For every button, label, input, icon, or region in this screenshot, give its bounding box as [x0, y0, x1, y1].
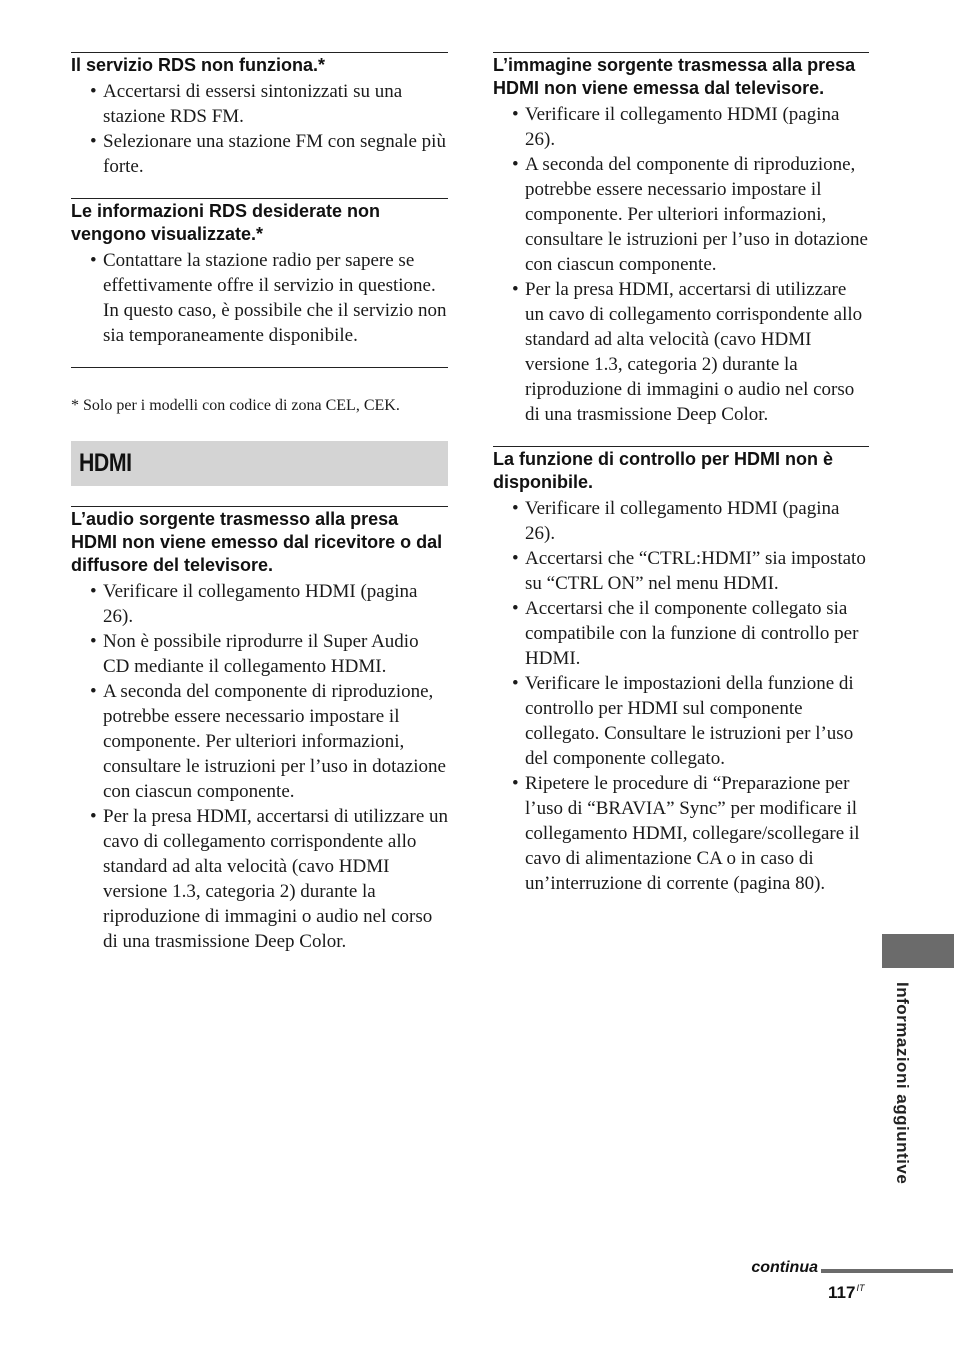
left-column: [71, 52, 448, 973]
page-number: [828, 1283, 864, 1303]
bullet-item: • Ripetere le procedure di “Preparazione per l’uso di “BRAVIA” Sync” per modificare il collegamento HDMI, collegare/scollegare il cavo di alimentazione CA o in caso di un’interruzione di corrente (pagina 80).: [493, 771, 869, 896]
section-rds-not-working: [71, 52, 448, 179]
bullet-item: • Contattare la stazione radio per sapere se effettivamente offre il servizio in questione. In questo caso, è possibile che il servizio non sia temporaneamente disponibile.: [71, 248, 448, 348]
section-hdmi-control: [493, 446, 869, 896]
bullet-list: [71, 579, 448, 954]
section-heading: L’audio sorgente trasmesso alla presa HDMI non viene emesso dal ricevitore o dal diffusore del televisore.: [71, 509, 443, 575]
page-language-suffix: IT: [856, 1283, 865, 1294]
section-heading: L’immagine sorgente trasmessa alla presa HDMI non viene emessa dal televisore.: [493, 55, 856, 98]
bullet-item: • Verificare il collegamento HDMI (pagina 26).: [493, 102, 869, 152]
bullet-item: • Verificare il collegamento HDMI (pagina 26).: [71, 579, 448, 629]
bullet-item: • Verificare le impostazioni della funzione di controllo per HDMI sul componente collegato. Consultare le istruzioni per l’uso del componente collegato.: [493, 671, 869, 771]
bullet-item: • Non è possibile riprodurre il Super Audio CD mediante il collegamento HDMI.: [71, 629, 448, 679]
section-heading: Le informazioni RDS desiderate non vengono visualizzate.*: [71, 201, 381, 244]
right-column: [493, 52, 869, 915]
bullet-list: [71, 248, 448, 348]
continued-label: continua: [751, 1259, 818, 1276]
bullet-item: • Accertarsi che il componente collegato sia compatibile con la funzione di controllo per HDMI.: [493, 596, 869, 671]
bullet-item: • Selezionare una stazione FM con segnale più forte.: [71, 129, 448, 179]
hdmi-section-title: HDMI: [79, 449, 132, 477]
footnote: * Solo per i modelli con codice di zona CEL, CEK.: [71, 397, 400, 414]
chapter-tab-marker: [882, 934, 954, 968]
bullet-item: • Accertarsi che “CTRL:HDMI” sia impostato su “CTRL ON” nel menu HDMI.: [493, 546, 869, 596]
bullet-item: • A seconda del componente di riproduzione, potrebbe essere necessario impostare il componente. Per ulteriori informazioni, consultare le istruzioni per l’uso in dotazione con ciascun componente.: [493, 152, 869, 277]
bullet-list: [493, 496, 869, 896]
section-hdmi-audio: [71, 506, 448, 954]
bullet-item: • Verificare il collegamento HDMI (pagina 26).: [493, 496, 869, 546]
section-hdmi-image: [493, 52, 869, 427]
bullet-item: • A seconda del componente di riproduzione, potrebbe essere necessario impostare il componente. Per ulteriori informazioni, consultare le istruzioni per l’uso in dotazione con ciascun componente.: [71, 679, 448, 804]
chapter-tab-label: Informazioni aggiuntive: [893, 982, 912, 1185]
divider: [71, 367, 448, 368]
continued-line: [821, 1269, 953, 1273]
bullet-item: • Accertarsi di essersi sintonizzati su una stazione RDS FM.: [71, 79, 448, 129]
section-heading: La funzione di controllo per HDMI non è disponibile.: [493, 449, 833, 492]
bullet-item: • Per la presa HDMI, accertarsi di utilizzare un cavo di collegamento corrispondente allo standard ad alta velocità (cavo HDMI versione 1.3, categoria 2) durante la riproduzione di immagini o audio nel corso di una trasmissione Deep Color.: [493, 277, 869, 427]
hdmi-section-banner: [71, 441, 448, 486]
section-rds-info-not-shown: [71, 198, 448, 348]
bullet-list: [71, 79, 448, 179]
section-heading: Il servizio RDS non funziona.*: [71, 55, 326, 75]
page-number-value: 117: [828, 1283, 856, 1302]
bullet-item: • Per la presa HDMI, accertarsi di utilizzare un cavo di collegamento corrispondente allo standard ad alta velocità (cavo HDMI versione 1.3, categoria 2) durante la riproduzione di immagini o audio nel corso di una trasmissione Deep Color.: [71, 804, 448, 954]
bullet-list: [493, 102, 869, 427]
